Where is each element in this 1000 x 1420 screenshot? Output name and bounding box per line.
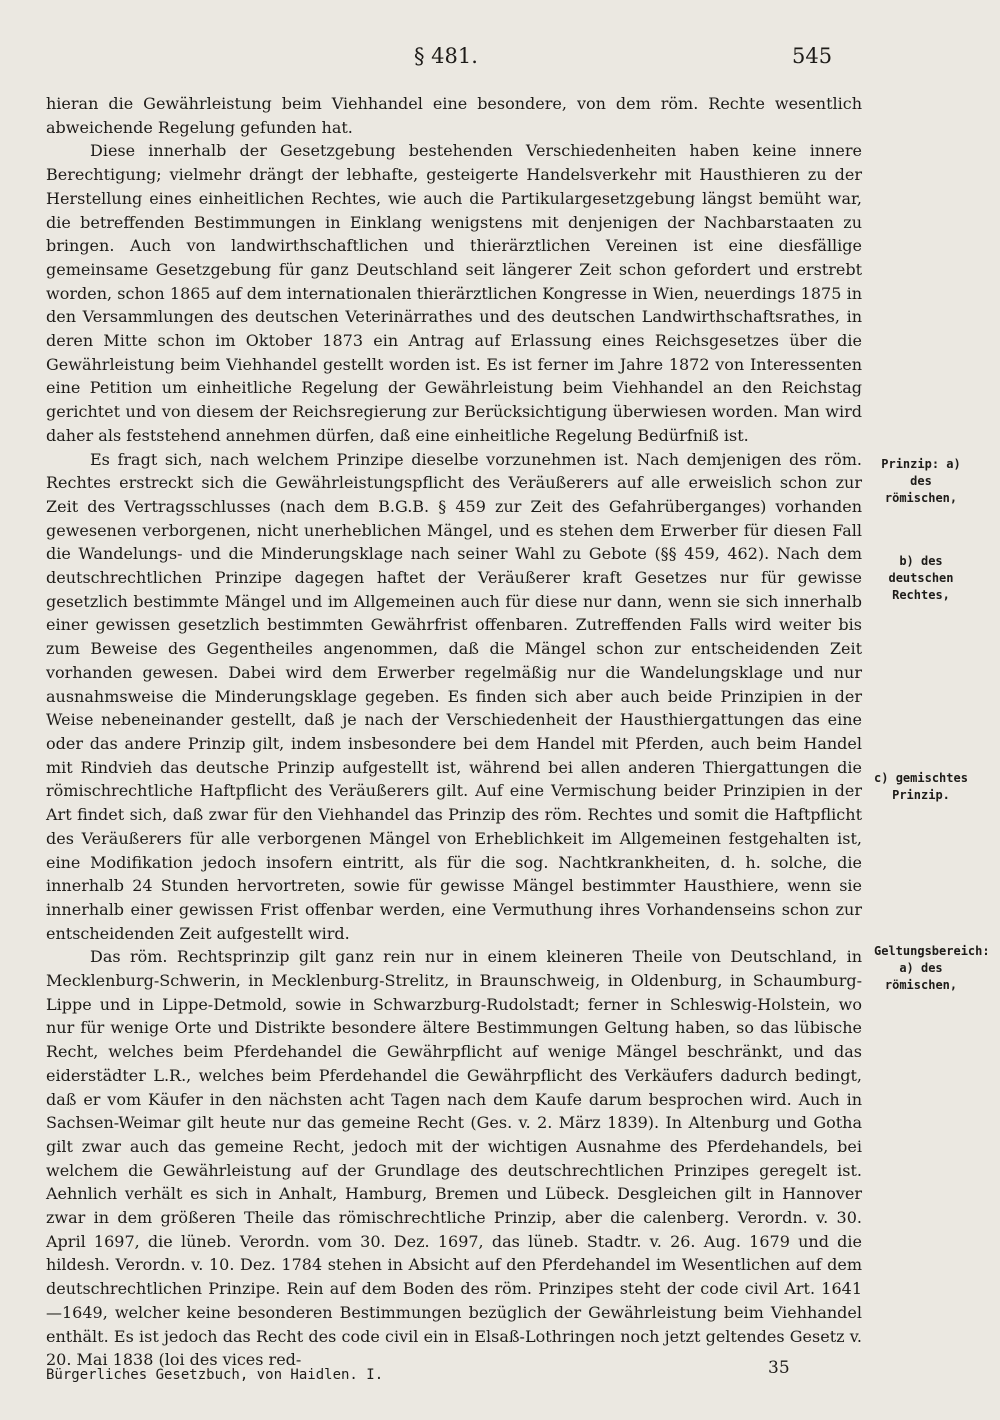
page-footer: Bürgerliches Gesetzbuch, von Haidlen. I. [46, 1367, 384, 1383]
margin-note: b) des deutschen Rechtes, [888, 554, 954, 602]
margin-note: Geltungsbereich: a) des römischen, [874, 944, 990, 992]
paragraph: Diese innerhalb der Gesetzgebung bestehenden Verschiedenheiten haben keine innere Berechtigung; vielmehr drängt der lebhafte, gesteigerte Handelsverkehr mit Hausthieren zu der Herstellung eines einheitlichen Rechtes, wie auch die Partikulargesetzgebung längst bemüht war, die betreffenden Bestimmungen in Einklang wenigstens mit denjenigen der Nachbarstaaten zu bringen. Auch von landwirthschaftlichen und thierärztlichen Vereinen ist eine diesfällige gemeinsame Gesetzgebung für ganz Deutschland seit längerer Zeit schon gefordert und erstrebt worden, schon 1865 auf dem internationalen thierärztlichen Kongresse in Wien, neuerdings 1875 in den Versammlungen des deutschen Veterinärrathes und des deutschen Landwirthschaftsrathes, in deren Mitte schon im Oktober 1873 ein Antrag auf Erlassung eines Reichsgesetzes über die Gewährleistung beim Viehhandel gestellt worden ist. Es ist ferner im Jahre 1872 von Interessenten eine Petition um einheitliche Regelung der Gewährleistung beim Viehhandel an den Reichstag gerichtet und von diesem der Reichsregierung zur Berücksichtigung überwiesen worden. Man wird daher als feststehend annehmen dürfen, daß eine einheitliche Regelung Bedürfniß ist. [46, 141, 862, 445]
paragraph-continuation: hieran die Gewährleistung beim Viehhandel eine besondere, von dem röm. Rechte wesentlich abweichende Regelung gefunden hat. [46, 94, 862, 137]
page-header [0, 44, 1000, 74]
signature-mark: 35 [768, 1358, 790, 1378]
margin-note: Prinzip: a) des römischen, [881, 457, 961, 505]
margin-note: c) gemischtes Prinzip. [874, 771, 968, 802]
paragraph: Es fragt sich, nach welchem Prinzipe dieselbe vorzunehmen ist. Nach demjenigen des röm. Rechtes erstreckt sich die Gewährleistungspflicht des Veräußerers auf alle erweislich schon zur Zeit des Vertragsschlusses (nach dem B.G.B. § 459 zur Zeit des Gefahrüberganges) vorhanden gewesenen verborgenen, nicht unerheblichen Mängel, und es stehen dem Erwerber für diesen Fall die Wandelungs- und die Minderungsklage nach seiner Wahl zu Gebote (§§ 459, 462). Nach dem deutschrechtlichen Prinzipe dagegen haftet der Veräußerer kraft Gesetzes nur für gewisse gesetzlich bestimmte Mängel und im Allgemeinen auch für diese nur dann, wenn sie sich innerhalb einer gewissen gesetzlich bestimmten Gewährfrist offenbaren. Zutreffenden Falls wird weiter bis zum Beweise des Gegentheiles angenommen, daß die Mängel schon zur entscheidenden Zeit vorhanden gewesen. Dabei wird dem Erwerber regelmäßig nur die Wandelungsklage und nur ausnahmsweise die Minderungsklage gegeben. Es finden sich aber auch beide Prinzipien in der Weise nebeneinander gestellt, daß je nach der Verschiedenheit der Hausthiergattungen das eine oder das andere Prinzip gilt, indem insbesondere bei dem Handel mit Pferden, auch beim Handel mit Rindvieh das deutsche Prinzip aufgestellt ist, während bei allen anderen Thiergattungen die römischrechtliche Haftpflicht des Veräußerers gilt. Auf eine Vermischung beider Prinzipien in der Art findet sich, daß zwar für den Viehhandel das Prinzip des röm. Rechtes und somit die Haftpflicht des Veräußerers für alle verborgenen Mängel von Erheblichkeit im Allgemeinen festgehalten ist, eine Modifikation jedoch insofern eintritt, als für die sog. Nachtkrankheiten, d. h. solche, die innerhalb 24 Stunden hervortreten, sowie für gewisse Mängel bestimmter Hausthiere, wenn sie innerhalb einer gewissen Frist offenbar werden, eine Vermuthung ihres Vorhandenseins schon zur entscheidenden Zeit aufgestellt wird. [46, 449, 862, 943]
page-number: 545 [792, 44, 833, 68]
section-number: § 481. [414, 44, 478, 68]
paragraph: Das röm. Rechtsprinzip gilt ganz rein nur in einem kleineren Theile von Deutschland, in Mecklenburg-Schwerin, in Mecklenburg-Strelitz, in Braunschweig, in Oldenburg, in Schaumburg-Lippe und in Lippe-Detmold, sowie in Schwarzburg-Rudolstadt; ferner in Schleswig-Holstein, wo nur für wenige Orte und Distrikte besondere ältere Bestimmungen Geltung haben, so das lübische Recht, welches beim Pferdehandel die Gewährpflicht auf wenige Mängel beschränkt, und das eiderstädter L.R., welches beim Pferdehandel die Gewährpflicht des Verkäufers dadurch bedingt, daß er vom Käufer in den nächsten acht Tagen nach dem Kaufe darum besprochen wird. Auch in Sachsen-Weimar gilt heute nur das gemeine Recht (Ges. v. 2. März 1839). In Altenburg und Gotha gilt zwar auch das gemeine Recht, jedoch mit der wichtigen Ausnahme des Pferdehandels, bei welchem die Gewährleistung auf der Grundlage des deutschrechtlichen Prinzipes geregelt ist. Aehnlich verhält es sich in Anhalt, Hamburg, Bremen und Lübeck. Desgleichen gilt in Hannover zwar in dem größeren Theile das römischrechtliche Prinzip, aber die calenberg. Verordn. v. 30. April 1697, die lüneb. Verordn. vom 30. Dez. 1697, das lüneb. Stadtr. v. 26. Aug. 1679 und die hildesh. Verordn. v. 10. Dez. 1784 stehen in Absicht auf den Pferdehandel im Wesentlichen auf dem deutschrechtlichen Prinzipe. Rein auf dem Boden des röm. Prinzipes steht der code civil Art. 1641—1649, welcher keine besonderen Bestimmungen bezüglich der Gewährleistung beim Viehhandel enthält. Es ist jedoch das Recht des code civil ein in Elsaß-Lothringen noch jetzt geltendes Gesetz v. 20. Mai 1838 (loi des vices red- [46, 947, 862, 1370]
body-text [46, 92, 862, 1372]
